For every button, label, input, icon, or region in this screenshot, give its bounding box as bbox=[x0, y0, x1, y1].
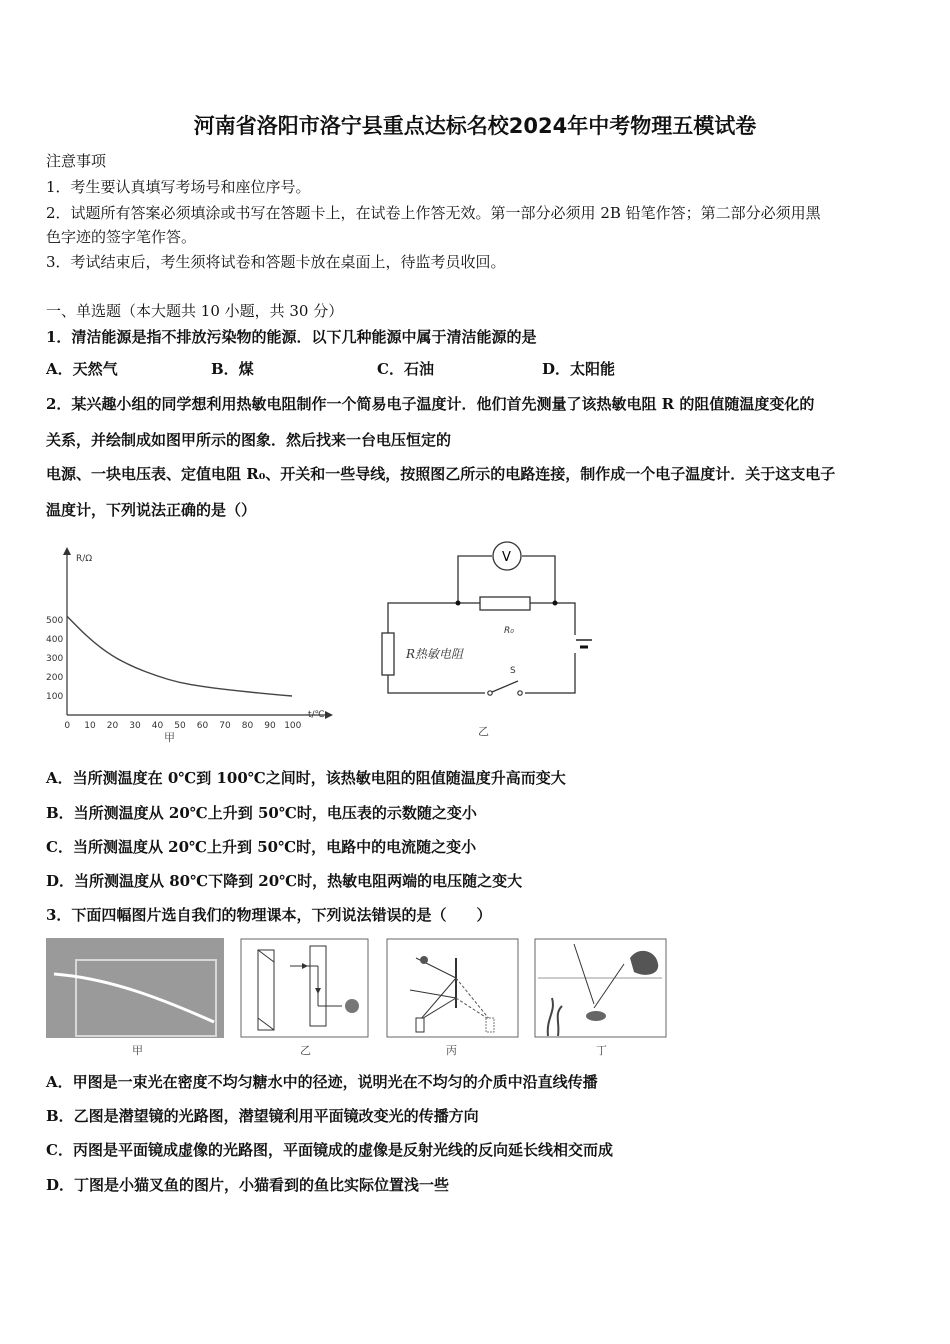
switch-label: S bbox=[510, 666, 516, 676]
voltmeter-label: V bbox=[502, 550, 511, 565]
notice-item: 2．试题所有答案必须填涂或书写在答题卡上，在试卷上作答无效。第一部分必须用 2B 铅笔作答；第二部分必须用黑 bbox=[46, 204, 821, 222]
question-2-line: 温度计，下列说法正确的是（） bbox=[46, 501, 257, 519]
notice-item: 1．考生要认真填写考场号和座位序号。 bbox=[46, 178, 311, 196]
q2-option-d: D．当所测温度从 80℃下降到 20℃时，热敏电阻两端的电压随之变大 bbox=[46, 872, 523, 890]
notice-item: 3．考试结束后，考生须将试卷和答题卡放在桌面上，待监考员收回。 bbox=[46, 253, 506, 271]
figure-yi-circuit bbox=[380, 540, 600, 740]
question-3-stem: 3．下面四幅图片选自我们的物理课本，下列说法错误的是（ ） bbox=[46, 906, 492, 924]
q1-option-b: B．煤 bbox=[211, 360, 254, 378]
y-tick-label: 400 bbox=[46, 635, 64, 645]
question-2-line: 2．某兴趣小组的同学想利用热敏电阻制作一个简易电子温度计．他们首先测量了该热敏电阻 R 的阻值随温度变化的 bbox=[46, 395, 815, 413]
x-tick-label: 90 bbox=[264, 721, 276, 731]
q2-option-c: C．当所测温度从 20℃上升到 50℃时，电路中的电流随之变小 bbox=[46, 838, 477, 856]
q3-caption-jia: 甲 bbox=[132, 1044, 143, 1057]
question-2-line: 电源、一块电压表、定值电阻 R₀、开关和一些导线，按照图乙所示的电路连接，制作成一个电子温度计．关于这支电子 bbox=[46, 465, 836, 483]
question-1-stem: 1．清洁能源是指不排放污染物的能源．以下几种能源中属于清洁能源的是 bbox=[46, 328, 537, 346]
x-tick-label: 40 bbox=[151, 721, 164, 731]
x-tick-label: 70 bbox=[219, 721, 231, 731]
q2-option-b: B．当所测温度从 20℃上升到 50℃时，电压表的示数随之变小 bbox=[46, 804, 477, 822]
x-tick-label: 50 bbox=[174, 721, 186, 731]
y-tick-label: 100 bbox=[46, 692, 64, 702]
figure-yi-periscope bbox=[240, 938, 370, 1058]
q3-caption-yi: 乙 bbox=[300, 1044, 311, 1057]
x-tick-label: 0 bbox=[64, 721, 71, 731]
q3-option-c: C．丙图是平面镜成虚像的光路图，平面镜成的虚像是反射光线的反向延长线相交而成 bbox=[46, 1141, 613, 1159]
figure-ding-cat-fishing bbox=[534, 938, 668, 1058]
x-tick-label: 30 bbox=[129, 721, 141, 731]
q1-option-d: D．太阳能 bbox=[542, 360, 616, 378]
q3-option-b: B．乙图是潜望镜的光路图，潜望镜利用平面镜改变光的传播方向 bbox=[46, 1107, 479, 1125]
x-axis-label: t/℃ bbox=[308, 710, 325, 720]
q1-option-c: C．石油 bbox=[377, 360, 434, 378]
figure-jia-graph bbox=[40, 545, 340, 745]
x-tick-label: 20 bbox=[106, 721, 119, 731]
figure-jia-caption: 甲 bbox=[164, 731, 175, 744]
x-tick-label: 60 bbox=[196, 721, 209, 731]
y-tick-label: 200 bbox=[46, 673, 64, 683]
q3-option-a: A．甲图是一束光在密度不均匀糖水中的径迹，说明光在不均匀的介质中沿直线传播 bbox=[46, 1073, 598, 1091]
section-heading: 一、单选题（本大题共 10 小题，共 30 分） bbox=[46, 302, 344, 320]
x-tick-label: 80 bbox=[241, 721, 254, 731]
y-axis-label: R/Ω bbox=[76, 554, 93, 564]
x-tick-label: 10 bbox=[84, 721, 96, 731]
q2-option-a: A．当所测温度在 0℃到 100℃之间时，该热敏电阻的阻值随温度升高而变大 bbox=[46, 769, 566, 787]
q1-option-a: A．天然气 bbox=[46, 360, 118, 378]
q3-caption-ding: 丁 bbox=[596, 1044, 607, 1057]
resistance-curve bbox=[67, 616, 292, 696]
question-2-line: 关系，并绘制成如图甲所示的图象．然后找来一台电压恒定的 bbox=[46, 431, 452, 449]
q3-option-d: D．丁图是小猫叉鱼的图片，小猫看到的鱼比实际位置浅一些 bbox=[46, 1176, 450, 1194]
page-title: 河南省洛阳市洛宁县重点达标名校2024年中考物理五模试卷 bbox=[193, 114, 757, 138]
notice-heading: 注意事项 bbox=[46, 152, 107, 170]
y-tick-label: 300 bbox=[46, 654, 64, 664]
r0-label: R₀ bbox=[504, 626, 514, 636]
y-tick-label: 500 bbox=[46, 616, 64, 626]
notice-item: 色字迹的签字笔作答。 bbox=[46, 228, 197, 246]
q3-caption-bing: 丙 bbox=[446, 1044, 457, 1057]
thermistor-label: R热敏电阻 bbox=[406, 647, 464, 661]
figure-jia-sugar-water bbox=[46, 938, 226, 1058]
x-tick-label: 100 bbox=[284, 721, 302, 731]
figure-bing-mirror bbox=[386, 938, 520, 1058]
figure-yi-caption: 乙 bbox=[478, 725, 489, 738]
